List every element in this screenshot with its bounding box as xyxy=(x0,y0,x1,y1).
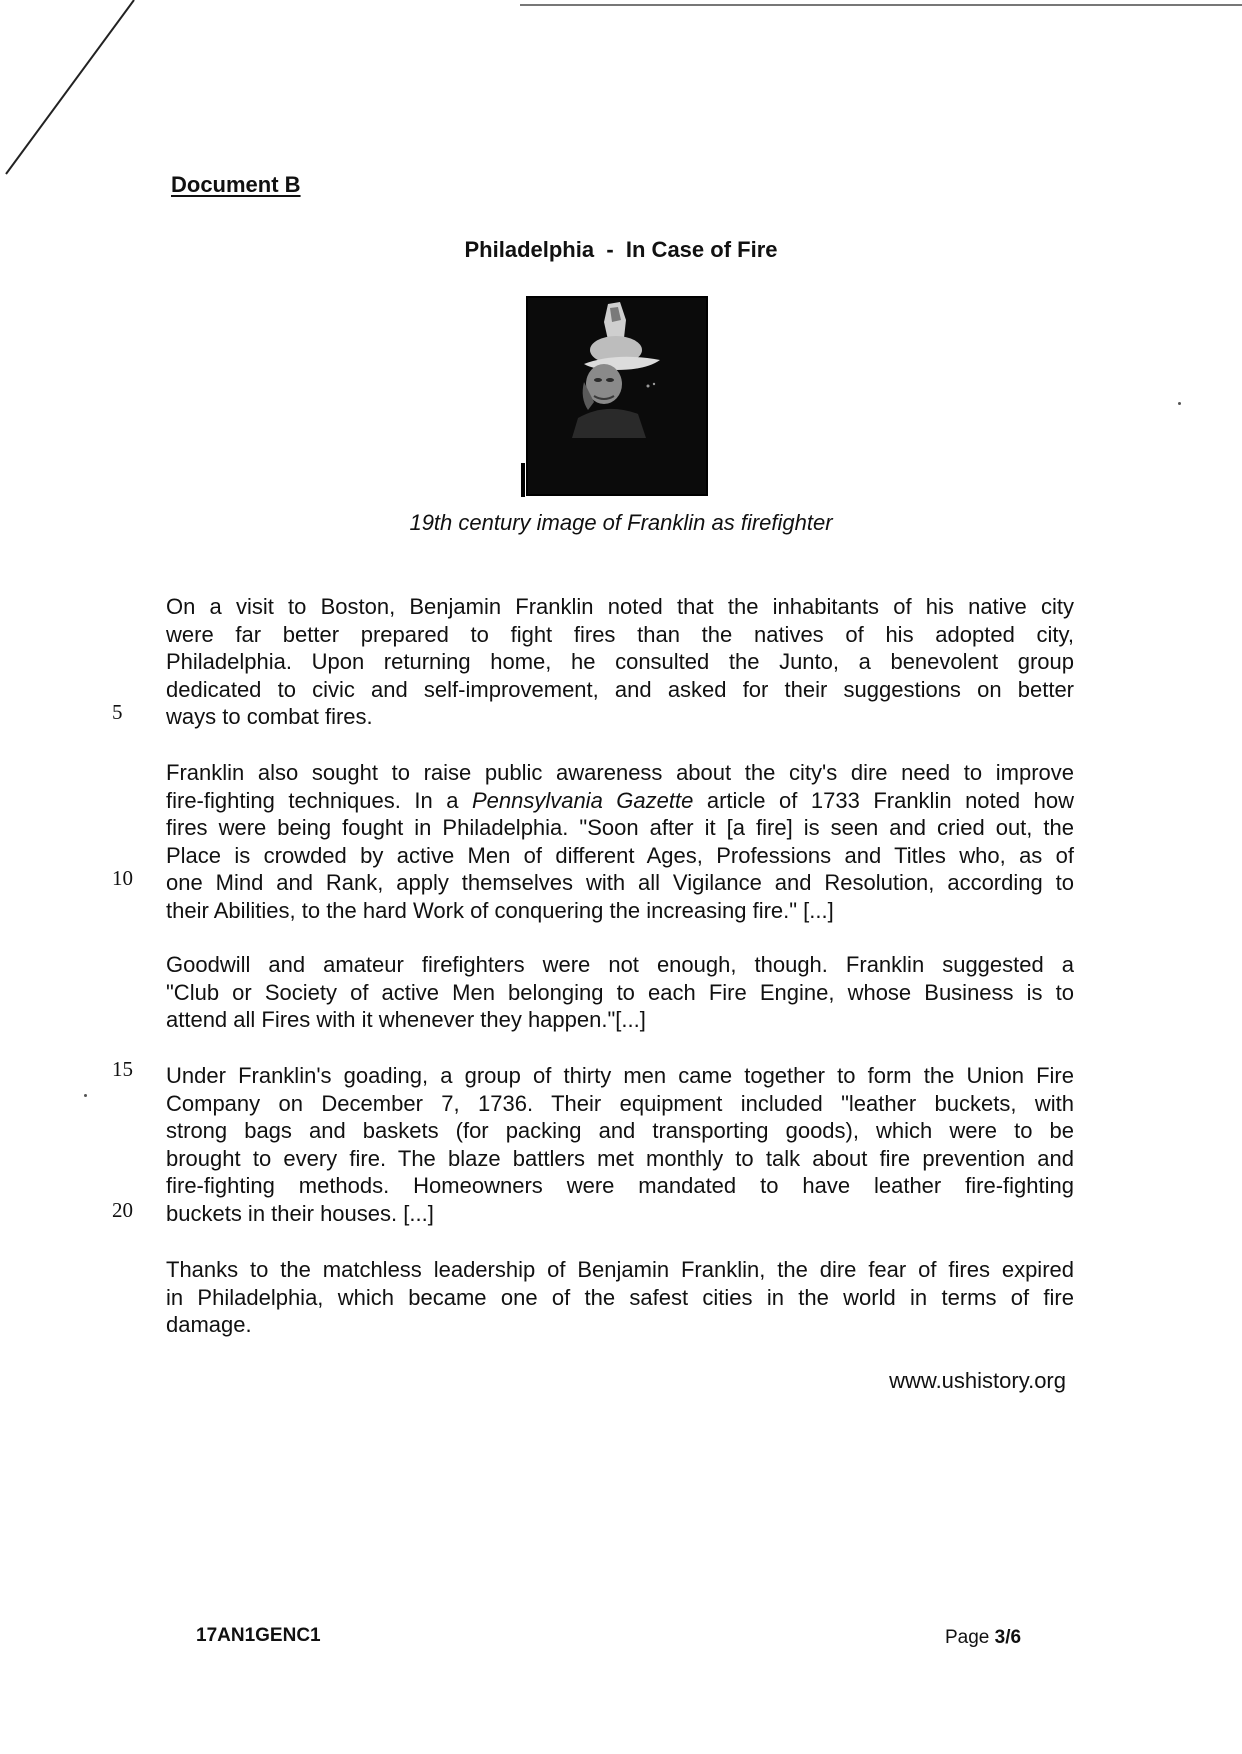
franklin-firefighter-image xyxy=(526,296,708,496)
paragraph-line: Place is crowded by active Men of different Ages, Professions and Titles who, as of xyxy=(166,842,1074,868)
paragraph-line: Under Franklin's goading, a group of thirty men came together to form the Union Fire xyxy=(166,1063,1074,1088)
paragraph-line: brought to every fire. The blaze battlers met monthly to talk about fire prevention and xyxy=(166,1145,1074,1171)
page-label: Page xyxy=(945,1627,995,1648)
paragraph-line: their Abilities, to the hard Work of conquering the increasing fire." [...] xyxy=(166,897,834,923)
paragraph-line: fires were being fought in Philadelphia. "Soon after it [a fire] is seen and cried out, the xyxy=(166,815,1074,840)
source-citation: www.ushistory.org xyxy=(889,1368,1066,1393)
scan-speck xyxy=(84,1094,87,1097)
scan-pen-mark xyxy=(0,0,160,180)
paragraph-fragment: article of 1733 Franklin noted how xyxy=(693,787,1074,813)
paragraph-fragment: fire-fighting techniques. In a xyxy=(166,787,472,813)
paragraph-line xyxy=(166,787,1074,815)
paragraph-line: Philadelphia. Upon returning home, he consulted the Junto, a benevolent group xyxy=(166,649,1074,674)
paragraph-5 xyxy=(166,1256,1074,1339)
paragraph-4 xyxy=(166,1062,1074,1227)
document-label: Document B xyxy=(171,172,301,197)
paragraph-line: On a visit to Boston, Benjamin Franklin noted that the inhabitants of his native city xyxy=(166,594,1074,619)
footer-page-number xyxy=(945,1627,1021,1649)
line-number: 5 xyxy=(112,700,123,724)
paragraph-line: in Philadelphia, which became one of the safest cities in the world in terms of fire xyxy=(166,1284,1074,1310)
paragraph-line: buckets in their houses. [...] xyxy=(166,1200,434,1226)
line-number: 10 xyxy=(112,866,133,890)
scan-top-rule xyxy=(520,4,1242,6)
page-title xyxy=(0,237,1242,263)
paragraph-line: damage. xyxy=(166,1312,252,1337)
title-city: Philadelphia xyxy=(464,237,595,262)
paragraph-line: fire-fighting methods. Homeowners were mandated to have leather fire-fighting xyxy=(166,1173,1074,1198)
paragraph-2 xyxy=(166,759,1074,924)
paragraph-line: dedicated to civic and self-improvement, and asked for their suggestions on better xyxy=(166,676,1074,702)
figure-caption: 19th century image of Franklin as firefighter xyxy=(409,510,833,535)
title-subject: In Case of Fire xyxy=(625,237,778,262)
page-count: 3/6 xyxy=(994,1627,1022,1648)
footer-exam-code: 17AN1GENC1 xyxy=(196,1625,321,1646)
paragraph-line: Thanks to the matchless leadership of Benjamin Franklin, the dire fear of fires expired xyxy=(166,1257,1074,1282)
paragraph-line: strong bags and baskets (for packing and transporting goods), which were to be xyxy=(166,1118,1074,1143)
firefighter-portrait-icon xyxy=(528,298,706,494)
publication-title: Pennsylvania Gazette xyxy=(471,787,694,813)
title-separator: - xyxy=(606,237,614,262)
line-number: 20 xyxy=(112,1198,133,1222)
paragraph-line: "Club or Society of active Men belonging to each Fire Engine, whose Business is to xyxy=(166,979,1074,1005)
paragraph-line: ways to combat fires. xyxy=(166,704,373,729)
paragraph-1 xyxy=(166,593,1074,731)
line-number: 15 xyxy=(112,1057,133,1081)
paragraph-line: Goodwill and amateur firefighters were not enough, though. Franklin suggested a xyxy=(166,952,1074,977)
scan-speck xyxy=(1178,402,1181,405)
paragraph-line: attend all Fires with it whenever they happen."[...] xyxy=(166,1007,646,1032)
paragraph-line: one Mind and Rank, apply themselves with all Vigilance and Resolution, according to xyxy=(166,870,1074,895)
paragraph-line: Franklin also sought to raise public awareness about the city's dire need to improve xyxy=(166,760,1074,785)
paragraph-3 xyxy=(166,951,1074,1034)
paragraph-line: Company on December 7, 1736. Their equipment included "leather buckets, with xyxy=(166,1090,1074,1116)
paragraph-line: were far better prepared to fight fires than the natives of his adopted city, xyxy=(166,621,1074,647)
